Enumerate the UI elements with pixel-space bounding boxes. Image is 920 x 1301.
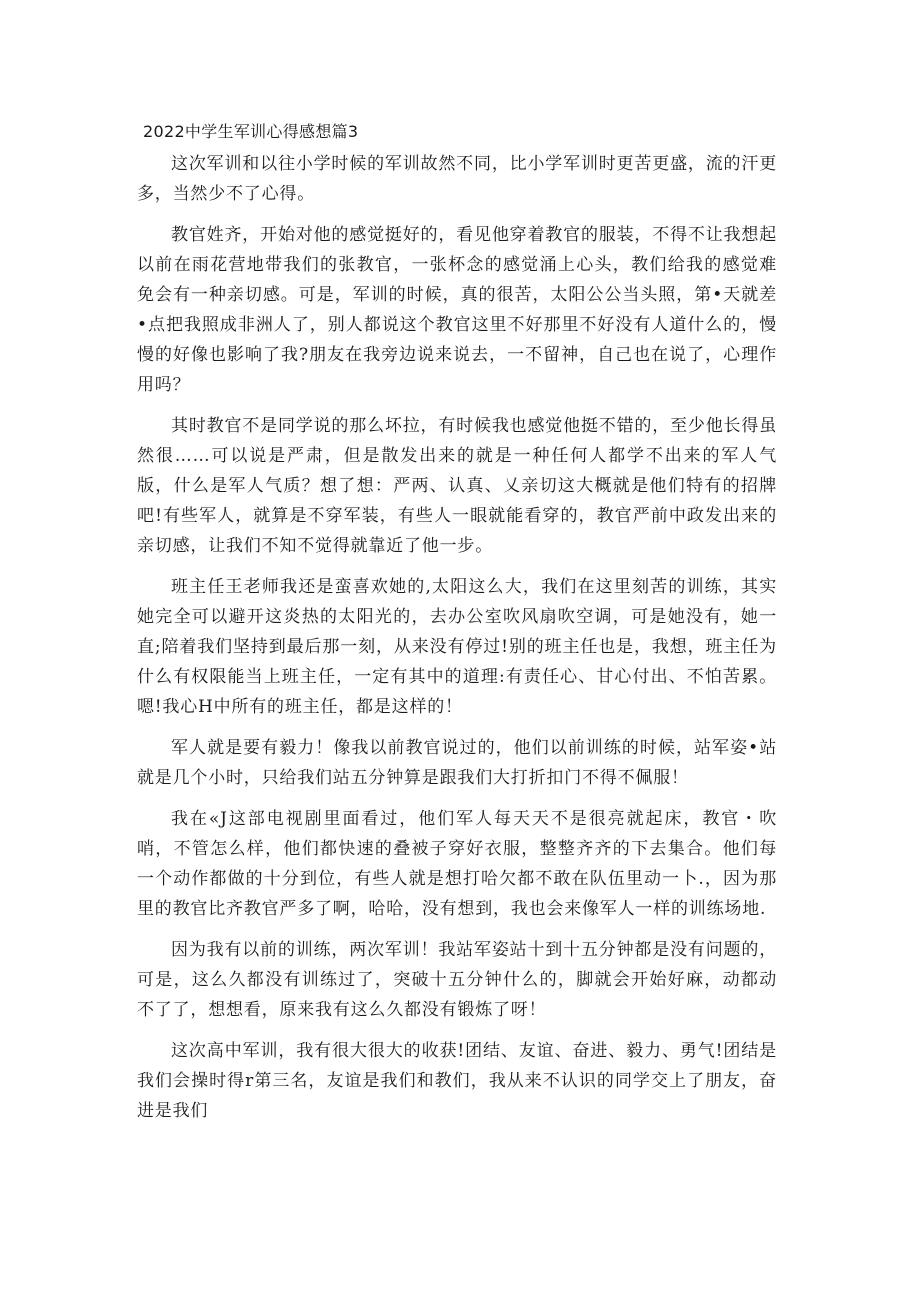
paragraph: 这次军训和以往小学时候的军训故然不同，比小学军训时更苦更盛，流的汗更多，当然少不了心得。 <box>137 154 777 204</box>
paragraph: 因为我有以前的训练，两次军训！我站军姿站十到十五分钟都是没有问题的，可是，这么久都没有训练过了，突破十五分钟什么的，脚就会开始好麻，动都动不了了，想想看，原来我有这么久都没有锻炼了呀！ <box>137 940 777 1020</box>
paragraph: 军人就是要有毅力！像我以前教官说过的，他们以前训练的时候，站军姿•站就是几个小时，只给我们站五分钟算是跟我们大打折扣门不得不佩服！ <box>137 738 777 788</box>
document-body <box>137 118 777 1137</box>
document-title: 2022中学生军训心得感想篇3 <box>143 122 359 141</box>
paragraph: 其时教官不是同学说的那么坏拉，有时候我也感觉他挺不错的，至少他长得虽然很……可以说是严肃，但是散发出来的就是一种任何人都学不出来的军人气版，什么是军人气质？想了想：严两、认真、乂亲切这大概就是他们特有的招牌吧!有些军人，就算是不穿军装，有些人一眼就能看穿的，教官严前中政发出来的亲切感，让我们不知不觉得就靠近了他一步。 <box>137 416 777 556</box>
paragraph: 班主任王老师我还是蛮喜欢她的,太阳这么大，我们在这里刻苦的训练，其实她完全可以避开这炎热的太阳光的，去办公室吹风扇吹空调，可是她没有，她一直;陪着我们坚持到最后那一刻，从来没有停过!别的班主任也是，我想，班主任为什么有权限能当上班主任，一定有其中的道理:有责任心、甘心付出、不怕苦累。嗯!我心H中所有的班主任，都是这样的！ <box>137 577 777 717</box>
paragraph: 我在«J这部电视剧里面看过，他们军人每天天不是很亮就起床，教官・吹哨，不管怎么样，他们都快速的叠被子穿好衣服，整整齐齐的下去集合。他们每一个动作都做的十分到位，有些人就是想打哈欠都不敢在队伍里动一卜.，因为那里的教官比齐教官严多了啊，哈哈，没有想到，我也会来像军人一样的训练场地. <box>137 809 777 919</box>
paragraph: 这次高中军训，我有很大很大的收获!团结、友谊、奋进、毅力、勇气!团结是我们会操时得r第三名，友谊是我们和教们，我从来不认识的同学交上了朋友，奋进是我们 <box>137 1041 777 1121</box>
paragraph: 教官姓齐，开始对他的感觉挺好的，看见他穿着教官的服装，不得不让我想起以前在雨花营地带我们的张教官，一张杯念的感觉涌上心头，教们给我的感觉难免会有一种亲切感。可是，军训的时候，真的很苦，太阳公公当头照，第•天就差•点把我照成非洲人了，别人都说这个教官这里不好那里不好没有人道什么的，慢慢的好像也影响了我?朋友在我旁边说来说去，一不留神，自己也在说了，心理作用吗？ <box>137 225 777 395</box>
